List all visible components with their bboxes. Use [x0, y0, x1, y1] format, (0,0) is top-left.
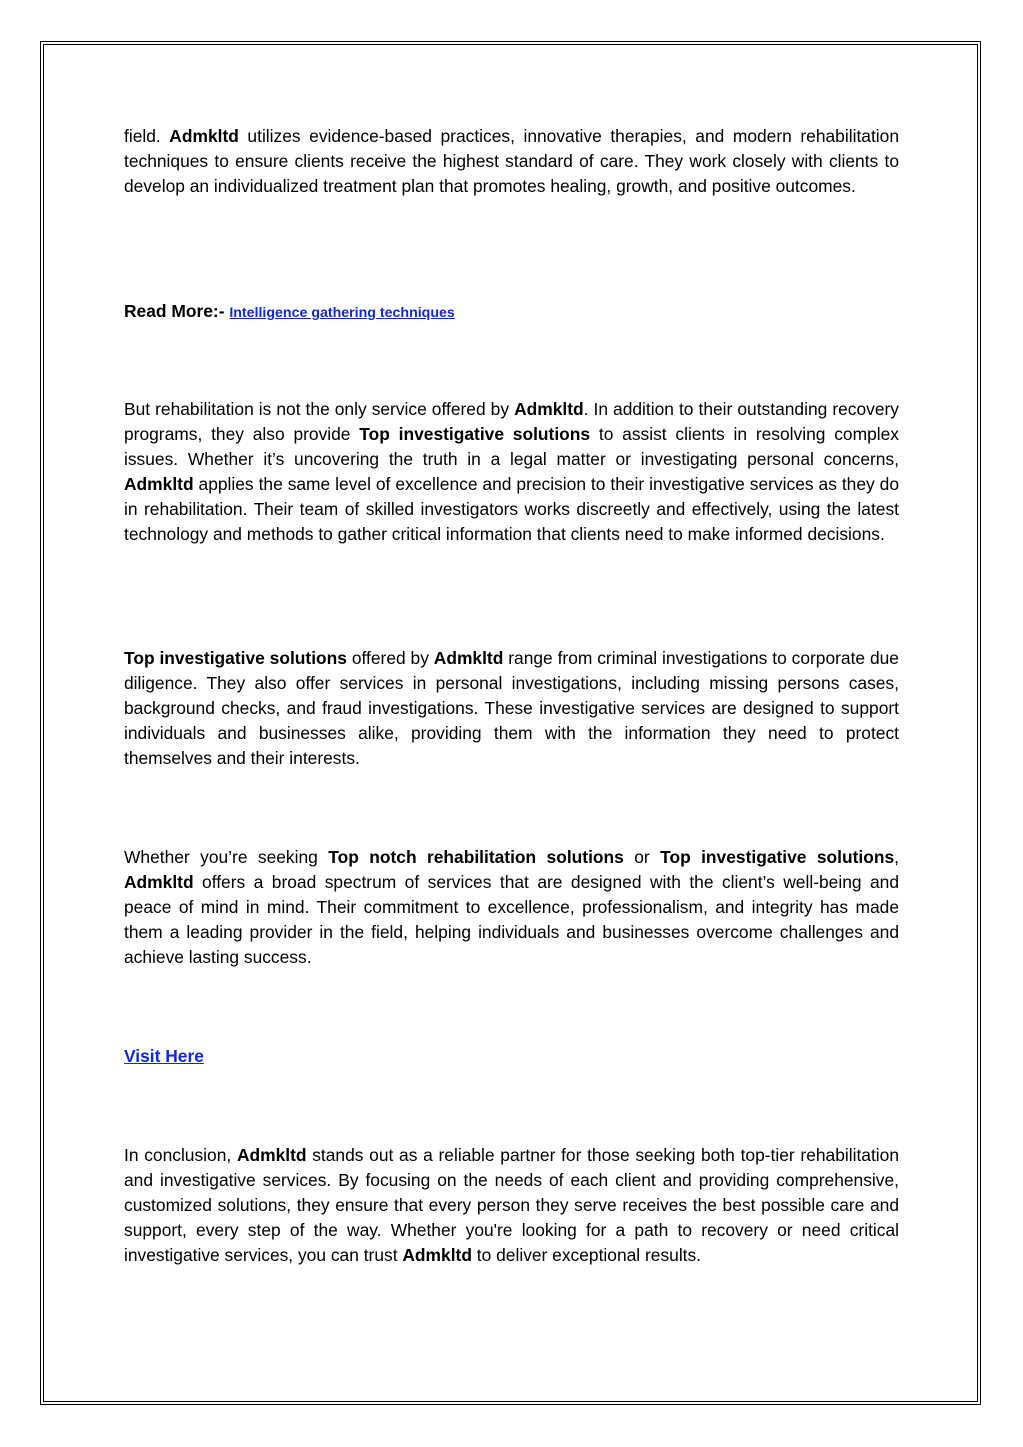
text-run: to deliver exceptional results.: [471, 1245, 702, 1266]
read-more-link[interactable]: Intelligence gathering techniques: [229, 305, 455, 321]
text-run: applies the same level of excellence and precision to their investigative services as they do in rehabilitation. Their team of skilled investigators works discreetly and effectively, using the latest technology and methods to gather critical information that clients need to make informed decisions.: [124, 474, 899, 545]
paragraph-conclusion: [124, 1143, 899, 1268]
bold-keyword: Top investigative solutions: [660, 847, 895, 867]
bold-keyword: Top notch rehabilitation solutions: [328, 847, 624, 867]
bold-keyword: Top investigative solutions: [359, 424, 591, 445]
bold-brand: Admkltd: [124, 872, 194, 893]
text-run: field.: [124, 126, 170, 146]
text-run: to assist clients in resolving complex issues. Whether it’s uncovering the truth in a legal matter or investigating personal concerns,: [124, 424, 899, 470]
text-run: In conclusion,: [124, 1145, 237, 1165]
text-run: . In addition to their outstanding recovery programs, they also provide: [124, 399, 900, 445]
visit-here-line: [124, 1044, 204, 1069]
read-more-label: Read More:-: [124, 301, 230, 321]
text-run: Whether you’re seeking: [124, 847, 329, 867]
bold-brand: Admkltd: [433, 648, 504, 668]
paragraph-investigative-services: [124, 397, 899, 548]
bold-brand: Admkltd: [124, 474, 194, 495]
bold-brand: Admkltd: [402, 1245, 472, 1266]
bold-brand: Admkltd: [236, 1145, 307, 1165]
bold-brand: Admkltd: [514, 399, 584, 419]
text-run: range from criminal investigations to corporate due diligence. They also offer services in personal investigations, including missing persons cases, background checks, and fraud investigations. These investigative services are designed to support individuals and businesses alike, providing them with the information they need to protect themselves and their interests.: [124, 648, 899, 769]
paragraph-rehabilitation-practices: [124, 124, 899, 199]
bold-keyword: Top investigative solutions: [124, 648, 347, 668]
paragraph-investigation-types: [124, 646, 899, 771]
text-run: stands out as a reliable partner for those seeking both top-tier rehabilitation and investigative services. By focusing on the needs of each client and providing comprehensive, customized solutions, they ensure that every person they serve receives the best possible care and support, every step of the way. Whether you're looking for a path to recovery or need critical investigative services, you can trust: [124, 1145, 900, 1266]
visit-here-link[interactable]: Visit Here: [124, 1046, 204, 1066]
text-run: utilizes evidence-based practices, innovative therapies, and modern rehabilitation techniques to ensure clients receive the highest standard of care. They work closely with clients to develop an individualized treatment plan that promotes healing, growth, and positive outcomes.: [124, 126, 899, 197]
read-more-line: [124, 299, 899, 326]
text-run: offered by: [346, 648, 434, 668]
paragraph-broad-spectrum: [124, 845, 899, 970]
bold-brand: Admkltd: [169, 126, 239, 146]
text-run: offers a broad spectrum of services that are designed with the client’s well-being and peace of mind in mind. Their commitment to excellence, professionalism, and integrity has made them a leading provider in the field, helping individuals and businesses overcome challenges and achieve lasting success.: [124, 872, 899, 968]
text-run: ,: [894, 847, 899, 867]
text-run: But rehabilitation is not the only service offered by: [124, 399, 515, 419]
text-run: or: [623, 847, 661, 867]
